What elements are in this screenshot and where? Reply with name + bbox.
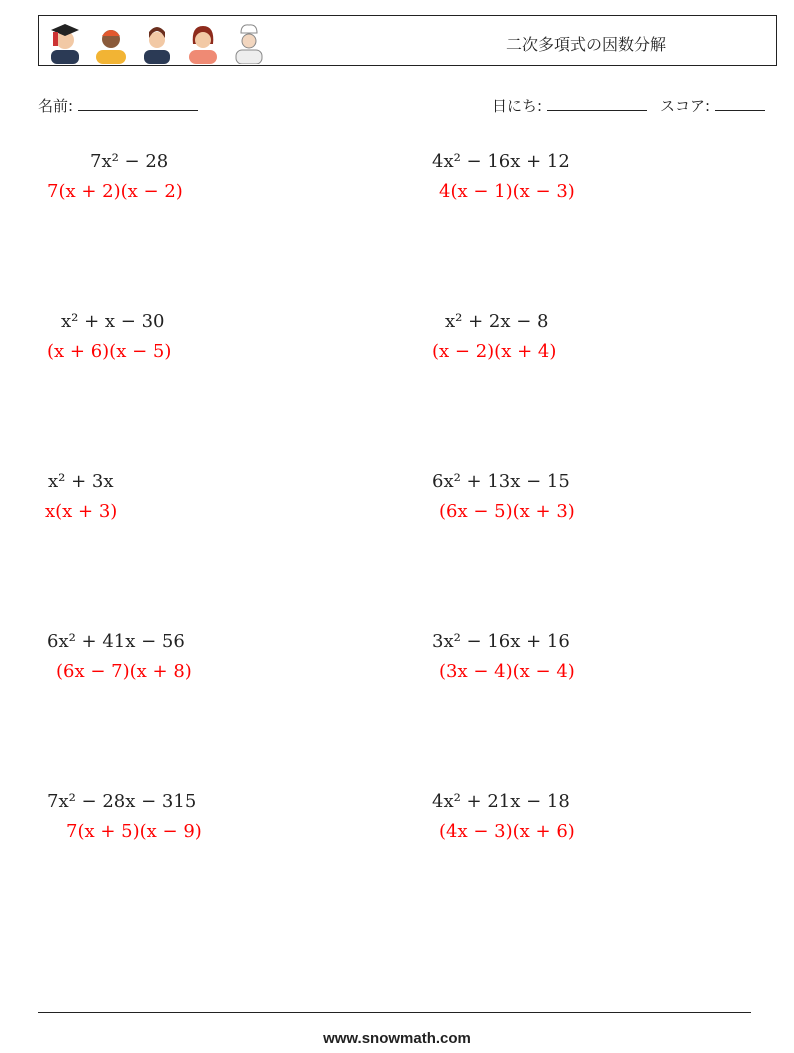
answer-2: 4(x − 1)(x − 3) <box>439 181 575 202</box>
answer-9: 7(x + 5)(x − 9) <box>66 821 202 842</box>
problem-1: 7x² − 28 <box>90 151 169 172</box>
date-label: 日にち: <box>492 97 543 115</box>
footer-url[interactable]: www.snowmath.com <box>323 1030 471 1047</box>
graduate-avatar-icon <box>47 20 83 64</box>
problem-6: 6x² + 13x − 15 <box>432 471 570 492</box>
problem-5: x² + 3x <box>48 471 114 492</box>
worksheet-title: 二次多項式の因数分解 <box>506 35 667 54</box>
date-field <box>492 95 647 116</box>
avatar-row <box>47 20 267 62</box>
problem-3: x² + x − 30 <box>61 311 165 332</box>
answer-10: (4x − 3)(x + 6) <box>439 821 575 842</box>
problem-7: 6x² + 41x − 56 <box>47 631 185 652</box>
name-blank[interactable] <box>78 96 198 111</box>
man-avatar-icon <box>93 20 129 64</box>
score-label: スコア: <box>660 97 711 115</box>
answer-3: (x + 6)(x − 5) <box>47 341 172 362</box>
girl-avatar-icon <box>185 20 221 64</box>
score-field <box>660 95 765 116</box>
problem-8: 3x² − 16x + 16 <box>432 631 570 652</box>
name-field <box>38 95 198 116</box>
score-blank[interactable] <box>715 96 765 111</box>
answer-5: x(x + 3) <box>45 501 118 522</box>
answer-8: (3x − 4)(x − 4) <box>439 661 575 682</box>
chef-avatar-icon <box>231 20 267 64</box>
answer-7: (6x − 7)(x + 8) <box>56 661 192 682</box>
date-blank[interactable] <box>547 96 647 111</box>
answer-1: 7(x + 2)(x − 2) <box>47 181 183 202</box>
footer-divider <box>38 1012 751 1013</box>
name-label: 名前: <box>38 97 74 115</box>
problem-2: 4x² − 16x + 12 <box>432 151 570 172</box>
woman-avatar-icon <box>139 20 175 64</box>
answer-4: (x − 2)(x + 4) <box>432 341 557 362</box>
problem-4: x² + 2x − 8 <box>445 311 549 332</box>
problem-10: 4x² + 21x − 18 <box>432 791 570 812</box>
answer-6: (6x − 5)(x + 3) <box>439 501 575 522</box>
worksheet-header <box>38 15 777 66</box>
problem-9: 7x² − 28x − 315 <box>47 791 197 812</box>
